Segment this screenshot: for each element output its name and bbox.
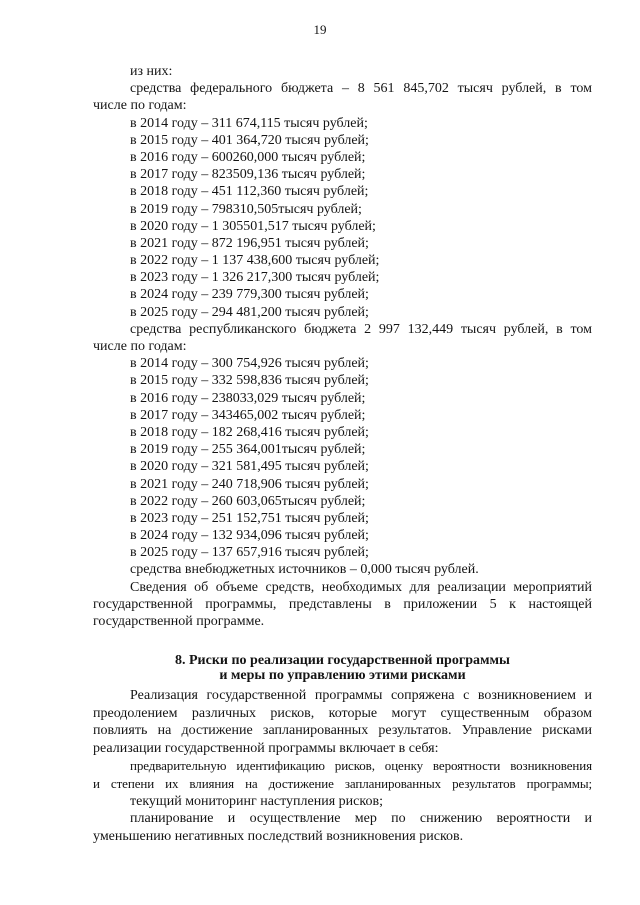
risks-para-line-3: повлиять на достижение запланированных результатов. Управление рисками [93,723,592,739]
risks-item-2: текущий мониторинг наступления рисков; [130,793,383,809]
federal-year-2018: в 2018 году – 451 112,360 тысяч рублей; [130,184,369,200]
federal-year-2023: в 2023 году – 1 326 217,300 тысяч рублей; [130,270,380,286]
federal-year-2014: в 2014 году – 311 674,115 тысяч рублей; [130,115,368,131]
federal-year-2021: в 2021 году – 872 196,951 тысяч рублей; [130,235,369,251]
republic-year-2024: в 2024 году – 132 934,096 тысяч рублей; [130,528,369,544]
republic-year-2023: в 2023 году – 251 152,751 тысяч рублей; [130,510,369,526]
extrabudget-line: средства внебюджетных источников – 0,000 тысяч рублей. [130,562,479,578]
federal-year-2019: в 2019 году – 798310,505тысяч рублей; [130,201,362,217]
federal-year-2020: в 2020 году – 1 305501,517 тысяч рублей; [130,218,376,234]
republic-by-years-line: числе по годам: [93,339,187,354]
section-heading-line-1: 8. Риски по реализации государственной программы [175,653,510,668]
info-line-2: государственной программы, представлены в приложении 5 к настоящей [93,596,592,612]
republic-year-2018: в 2018 году – 182 268,416 тысяч рублей; [130,424,369,440]
risks-item-1-line-2: и степени их влияния на достижение запланированных результатов программы; [93,775,592,791]
republic-year-2025: в 2025 году – 137 657,916 тысяч рублей; [130,545,369,561]
republic-year-2017: в 2017 году – 343465,002 тысяч рублей; [130,407,366,423]
republic-year-2019: в 2019 году – 255 364,001тысяч рублей; [130,442,366,458]
federal-year-2017: в 2017 году – 823509,136 тысяч рублей; [130,167,366,183]
risks-section [93,687,592,845]
section-heading [93,653,592,683]
federal-budget-line: средства федерального бюджета – 8 561 845,702 тысяч рублей, в том [130,81,592,97]
federal-year-2022: в 2022 году – 1 137 438,600 тысяч рублей; [130,253,380,269]
republic-year-2021: в 2021 году – 240 718,906 тысяч рублей; [130,476,369,492]
risks-item-3-line-1: планирование и осуществление мер по снижению вероятности и [130,811,592,827]
section-heading-line-2: и меры по управлению этими рисками [219,668,466,683]
risks-item-1-line-1: предварительную идентификацию рисков, оценку вероятности возникновения [130,758,592,774]
risks-para-line-4: реализации государственной программы включает в себя: [93,740,439,756]
republic-year-2020: в 2020 году – 321 581,495 тысяч рублей; [130,459,369,475]
republic-year-2015: в 2015 году – 332 598,836 тысяч рублей; [130,373,369,389]
federal-year-2015: в 2015 году – 401 364,720 тысяч рублей; [130,132,369,148]
risks-item-3-line-2: уменьшению негативных последствий возникновения рисков. [93,828,464,844]
federal-year-2024: в 2024 году – 239 779,300 тысяч рублей; [130,287,369,303]
republic-year-2014: в 2014 году – 300 754,926 тысяч рублей; [130,356,369,372]
risks-para-line-1: Реализация государственной программы сопряжена с возникновением и [130,688,592,703]
intro-line: из них: [130,64,173,79]
risks-para-line-2: преодолением различных рисков, которые могут существенным образом [93,705,592,721]
info-line-3: государственной программе. [93,614,265,629]
federal-year-2025: в 2025 году – 294 481,200 тысяч рублей; [130,304,369,320]
republic-year-2016: в 2016 году – 238033,029 тысяч рублей; [130,390,366,406]
page-number: 19 [313,22,327,37]
republic-budget-line: средства республиканского бюджета 2 997 132,449 тысяч рублей, в том [130,321,592,337]
funding-section [93,63,592,630]
federal-year-2016: в 2016 году – 600260,000 тысяч рублей; [130,149,366,165]
federal-by-years-line: числе по годам: [93,98,187,114]
info-line-1: Сведения об объеме средств, необходимых для реализации мероприятий [130,579,592,595]
republic-year-2022: в 2022 году – 260 603,065тысяч рублей; [130,493,366,509]
